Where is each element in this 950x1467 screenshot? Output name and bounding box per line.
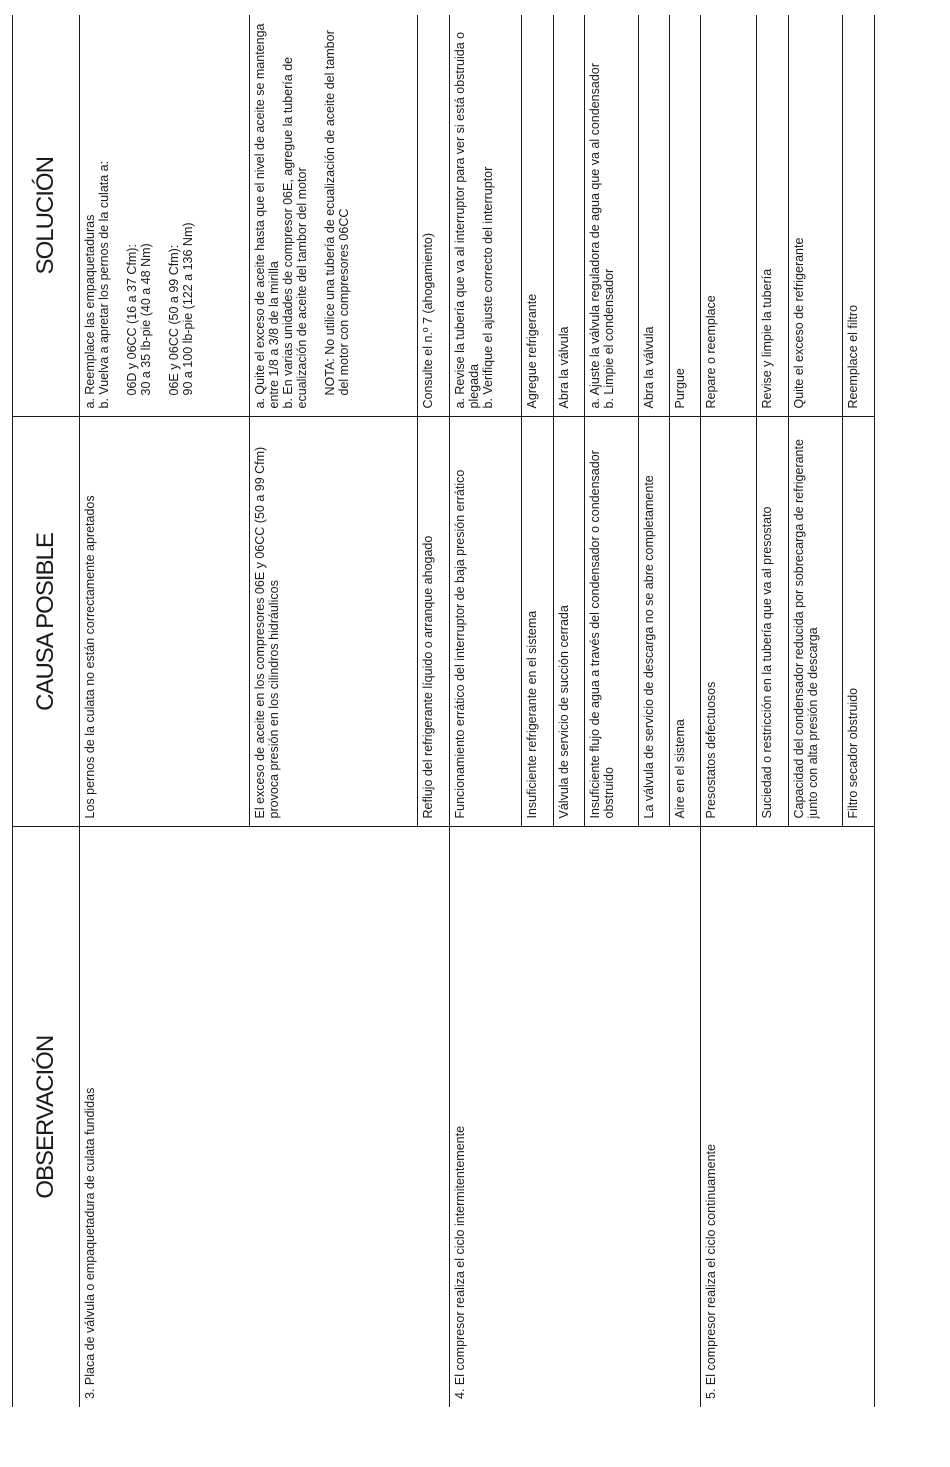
cause-cell: Suciedad o restricción en la tubería que va al presostato (757, 417, 789, 827)
solution-step: a. Revise la tubería que va al interruptor para ver si está obstruida o plegada (453, 31, 481, 409)
solution-step: a. Reemplace las empaquetaduras (83, 214, 97, 409)
solution-step: b. Verifique el ajuste correcto del interruptor (481, 166, 495, 409)
solution-cell (450, 15, 522, 417)
solution-cell (80, 15, 250, 417)
spec-value: 90 a 100 lb-pie (122 a 136 Nm) (181, 222, 195, 396)
table-header-row (13, 15, 80, 1407)
table-row (450, 15, 522, 1407)
cause-cell: Filtro secador obstruido (843, 417, 875, 827)
header-cause: CAUSA POSIBLE (13, 417, 80, 827)
solution-step: a. Ajuste la válvula reguladora de agua que va al condensador (588, 63, 602, 409)
troubleshooting-table (12, 15, 875, 1407)
cause-cell: Los pernos de la culata no están correctamente apretados (80, 417, 250, 827)
solution-cell: Revise y limpie la tubería (757, 15, 789, 417)
cause-cell: Insuficiente flujo de agua a través del condensador o condensador obstruido (585, 417, 639, 827)
solution-cell: Repare o reemplace (701, 15, 757, 417)
solution-cell: Reemplace el filtro (843, 15, 875, 417)
table-row (701, 15, 757, 1407)
solution-cell: Purgue (670, 15, 701, 417)
header-observation: OBSERVACIÓN (13, 827, 80, 1407)
cause-cell: La válvula de servicio de descarga no se abre completamente (639, 417, 670, 827)
observation-cell: 5. El compresor realiza el ciclo continuamente (701, 827, 875, 1407)
observation-cell: 3. Placa de válvula o empaquetadura de culata fundidas (80, 827, 450, 1407)
solution-cell: Consulte el n.º 7 (ahogamiento) (418, 15, 450, 417)
solution-step: b. Vuelva a apretar los pernos de la culata a: (97, 160, 111, 409)
spec-value: 30 a 35 lb-pie (40 a 48 Nm) (139, 243, 153, 396)
solution-cell: Abra la válvula (639, 15, 670, 417)
observation-cell: 4. El compresor realiza el ciclo intermitentemente (450, 827, 701, 1407)
cause-cell: El exceso de aceite en los compresores 06E y 06CC (50 a 99 Cfm) provoca presión en los cilindros hidráulicos (250, 417, 418, 827)
cause-cell: Aire en el sistema (670, 417, 701, 827)
cause-cell: Funcionamiento errático del interruptor de baja presión errático (450, 417, 522, 827)
solution-step: b. Limpie el condensador (602, 268, 616, 409)
solution-step: a. Quite el exceso de aceite hasta que el nivel de aceite se mantenga entre 1/8 a 3/8 de la mirilla (253, 23, 281, 409)
solution-cell (250, 15, 418, 417)
cause-cell: Insuficiente refrigerante en el sistema (522, 417, 554, 827)
header-solution: SOLUCIÓN (13, 15, 80, 417)
cause-cell: Capacidad del condensador reducida por sobrecarga de refrigerante junto con alta presión de descarga (789, 417, 843, 827)
cause-cell: Válvula de servicio de succión cerrada (554, 417, 585, 827)
solution-step: b. En varias unidades de compresor 06E, agregue la tubería de ecualización de aceite del tambor del motor (281, 56, 309, 409)
solution-cell: Quite el exceso de refrigerante (789, 15, 843, 417)
solution-cell (585, 15, 639, 417)
solution-cell: Agregue refrigerante (522, 15, 554, 417)
spec-title: 06E y 06CC (50 a 99 Cfm): (167, 244, 181, 396)
solution-note: NOTA: No utilice una tubería de ecualización de aceite del tambor del motor con compresores 06CC (323, 30, 351, 396)
table-row (80, 15, 250, 1407)
cause-cell: Presostatos defectuosos (701, 417, 757, 827)
solution-cell: Abra la válvula (554, 15, 585, 417)
spec-title: 06D y 06CC (16 a 37 Cfm): (125, 244, 139, 396)
cause-cell: Reflujo del refrigerante líquido o arranque ahogado (418, 417, 450, 827)
